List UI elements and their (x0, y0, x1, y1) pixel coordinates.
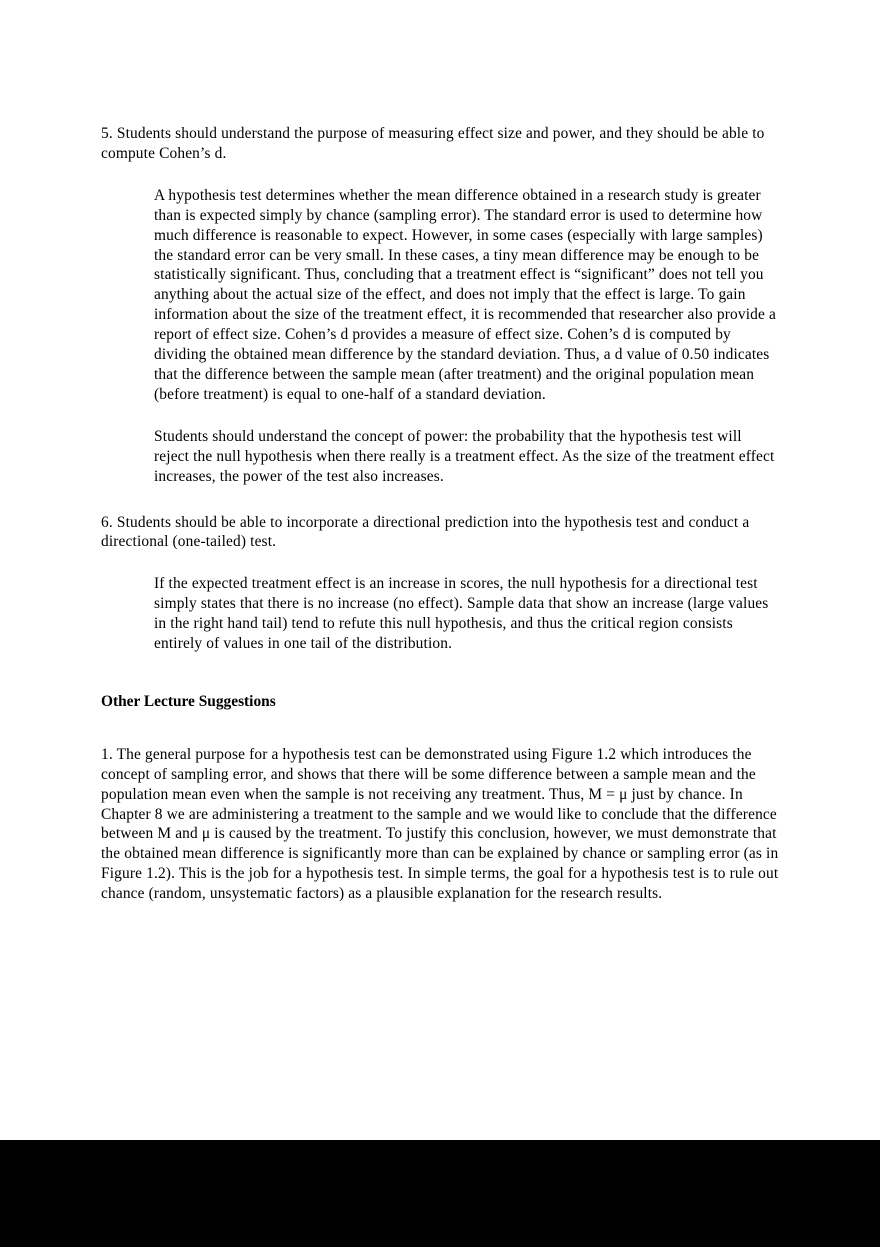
spacer (101, 405, 779, 427)
page-content (101, 124, 779, 904)
bottom-black-band (0, 1140, 880, 1247)
spacer (101, 712, 779, 745)
section-heading-other-lecture-suggestions: Other Lecture Suggestions (101, 692, 276, 710)
objective-6-explanation-paragraph: If the expected treatment effect is an increase in scores, the null hypothesis for a directional test simply states that there is no increase (no effect). Sample data that show an increase (large values in the right hand tail) tend to refute this null hypothesis, and thus the critical region consists entirely of values in one tail of the distribution. (154, 575, 769, 653)
spacer (101, 552, 779, 574)
lecture-suggestion-1: 1. The general purpose for a hypothesis test can be demonstrated using Figure 1.2 which introduces the concept of sampling error, and shows that there will be some difference between a sample mean and the population mean even when the sample is not receiving any treatment. Thus, M = μ just by chance. In Chapter 8 we are administering a treatment to the sample and we would like to conclude that the difference between M and μ is caused by the treatment. To justify this conclusion, however, we must demonstrate that the obtained mean difference is significantly more than can be explained by chance or sampling error (as in Figure 1.2). This is the job for a hypothesis test. In simple terms, the goal for a hypothesis test is to rule out chance (random, unsystematic factors) as a plausible explanation for the research results. (101, 745, 779, 903)
learning-objective-6: 6. Students should be able to incorporate a directional prediction into the hypothesis test and conduct a directional (one-tailed) test. (101, 513, 750, 551)
objective-5-explanation-paragraph: A hypothesis test determines whether the mean difference obtained in a research study is greater than is expected simply by chance (sampling error). The standard error is used to determine how much difference is reasonable to expect. However, in some cases (especially with large samples) the standard error can be very small. In these cases, a tiny mean difference may be enough to be statistically significant. Thus, concluding that a treatment effect is “significant” does not tell you anything about the actual size of the effect, and does not imply that the effect is large. To gain information about the size of the treatment effect, it is recommended that researcher also provide a report of effect size. Cohen’s d provides a measure of effect size. Cohen’s d is computed by dividing the obtained mean difference by the standard deviation. Thus, a d value of 0.50 indicates that the difference between the sample mean (after treatment) and the original population mean (before treatment) is equal to one-half of a standard deviation. (154, 186, 776, 403)
learning-objective-5: 5. Students should understand the purpose of measuring effect size and power, and they should be able to compute Cohen’s d. (101, 125, 765, 162)
spacer (101, 487, 779, 513)
spacer (101, 164, 779, 186)
objective-5-power-paragraph: Students should understand the concept of power: the probability that the hypothesis test will reject the null hypothesis when there really is a treatment effect. As the size of the treatment effect increases, the power of the test also increases. (154, 427, 775, 485)
spacer (101, 654, 779, 692)
